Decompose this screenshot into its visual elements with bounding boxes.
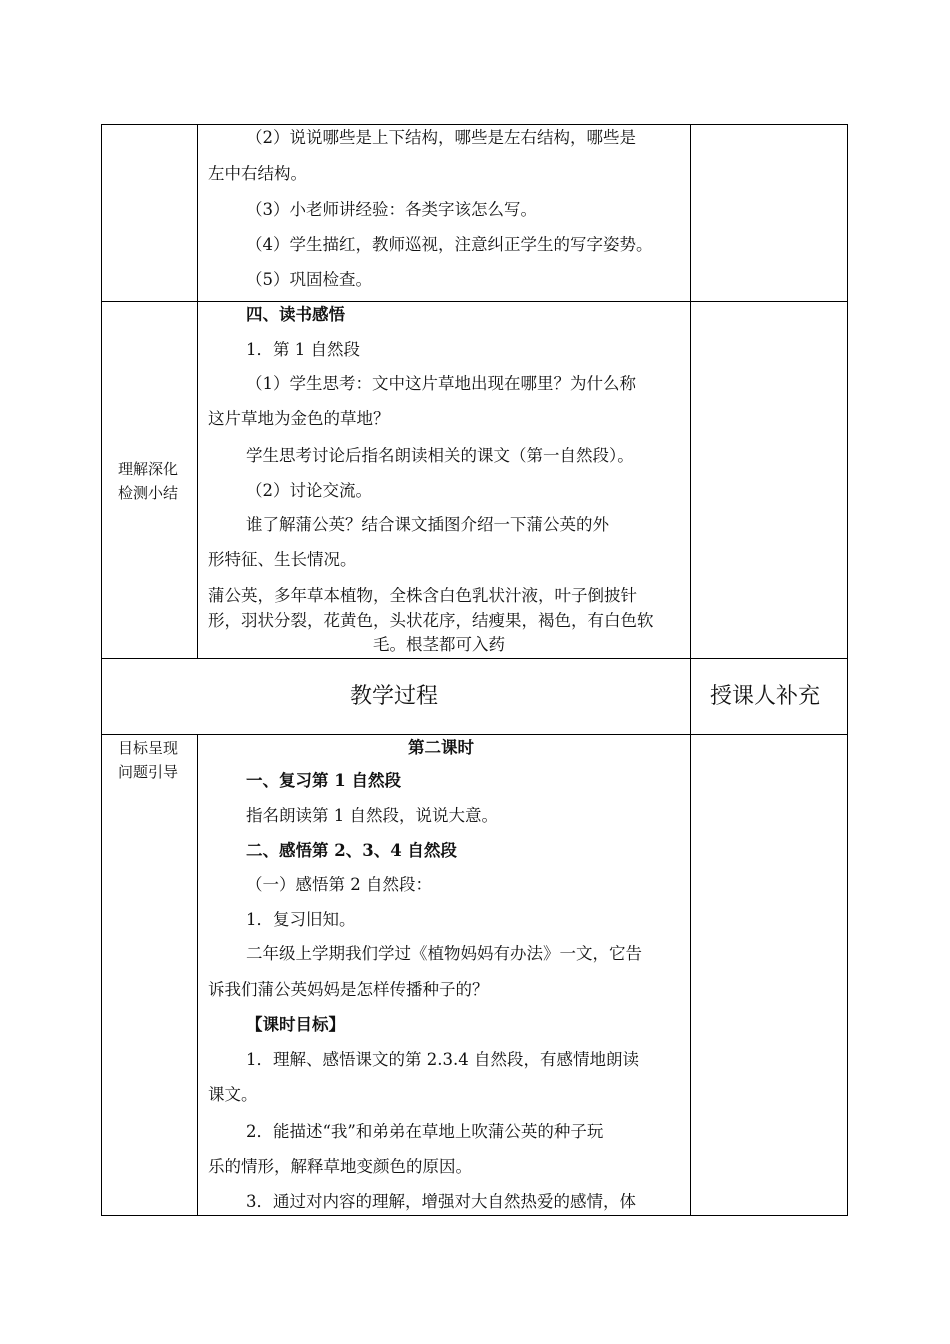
section1-line: （2）说说哪些是上下结构，哪些是左右结构，哪些是 [246,128,636,147]
section-heading: 一、复习第 1 自然段 [246,771,401,790]
row-label-line: 检测小结 [118,484,179,502]
goal-line: 乐的情形，解释草地变颜色的原因。 [208,1157,472,1176]
section3-line: 指名朗读第 1 自然段，说说大意。 [246,806,498,825]
teaching-process-header: 教学过程 [350,684,439,709]
section3-line: 诉我们蒲公英妈妈是怎样传播种子的？ [208,980,489,999]
section2-line: （2）讨论交流。 [246,481,372,500]
teacher-supplement-header: 授课人补充 [710,684,821,709]
column-divider-left [197,124,198,658]
section3-line: 1．复习旧知。 [246,910,356,929]
section2-line: 蒲公英，多年草本植物，全株含白色乳状汁液，叶子倒披针 [208,586,637,605]
column-divider-left-lower [197,734,198,1216]
section1-line: 左中右结构。 [208,164,307,183]
row-label-line: 目标呈现 [118,739,179,757]
row-divider-2 [101,658,848,659]
column-divider-right [690,124,691,1216]
goal-line: 课文。 [208,1085,258,1104]
section3-line: （一）感悟第 2 自然段： [246,875,432,894]
section1-line: （4）学生描红，教师巡视，注意纠正学生的写字姿势。 [246,235,653,254]
section-heading: 四、读书感悟 [246,305,345,324]
section1-line: （5）巩固检查。 [246,270,372,289]
section2-line: 谁了解蒲公英？结合课文插图介绍一下蒲公英的外 [246,515,609,534]
section2-line: 形，羽状分裂，花黄色，头状花序，结瘦果，褐色，有白色软 [208,611,654,630]
section2-line: 学生思考讨论后指名朗读相关的课文（第一自然段）。 [246,446,634,465]
section2-line: 1．第 1 自然段 [246,340,360,359]
goal-heading: 【课时目标】 [246,1015,345,1034]
section2-line: 形特征、生长情况。 [208,550,357,569]
section1-line: （3）小老师讲经验：各类字该怎么写。 [246,200,537,219]
row-divider-3 [101,734,848,735]
lesson-title: 第二课时 [408,738,474,757]
section-heading: 二、感悟第 2、3、4 自然段 [246,841,457,860]
row-divider-1 [101,301,848,302]
goal-line: 2．能描述“我”和弟弟在草地上吹蒲公英的种子玩 [246,1122,604,1141]
section3-line: 二年级上学期我们学过《植物妈妈有办法》一文，它告 [246,944,642,963]
row-label-line: 理解深化 [118,460,179,478]
section2-line: 这片草地为金色的草地？ [208,409,390,428]
section2-line: （1）学生思考：文中这片草地出现在哪里？为什么称 [246,374,636,393]
row-label-line: 问题引导 [118,763,179,781]
section2-line: 毛。根茎都可入药 [373,635,505,654]
goal-line: 1．理解、感悟课文的第 2.3.4 自然段，有感情地朗读 [246,1050,639,1069]
goal-line: 3．通过对内容的理解，增强对大自然热爱的感情，体 [246,1192,636,1211]
